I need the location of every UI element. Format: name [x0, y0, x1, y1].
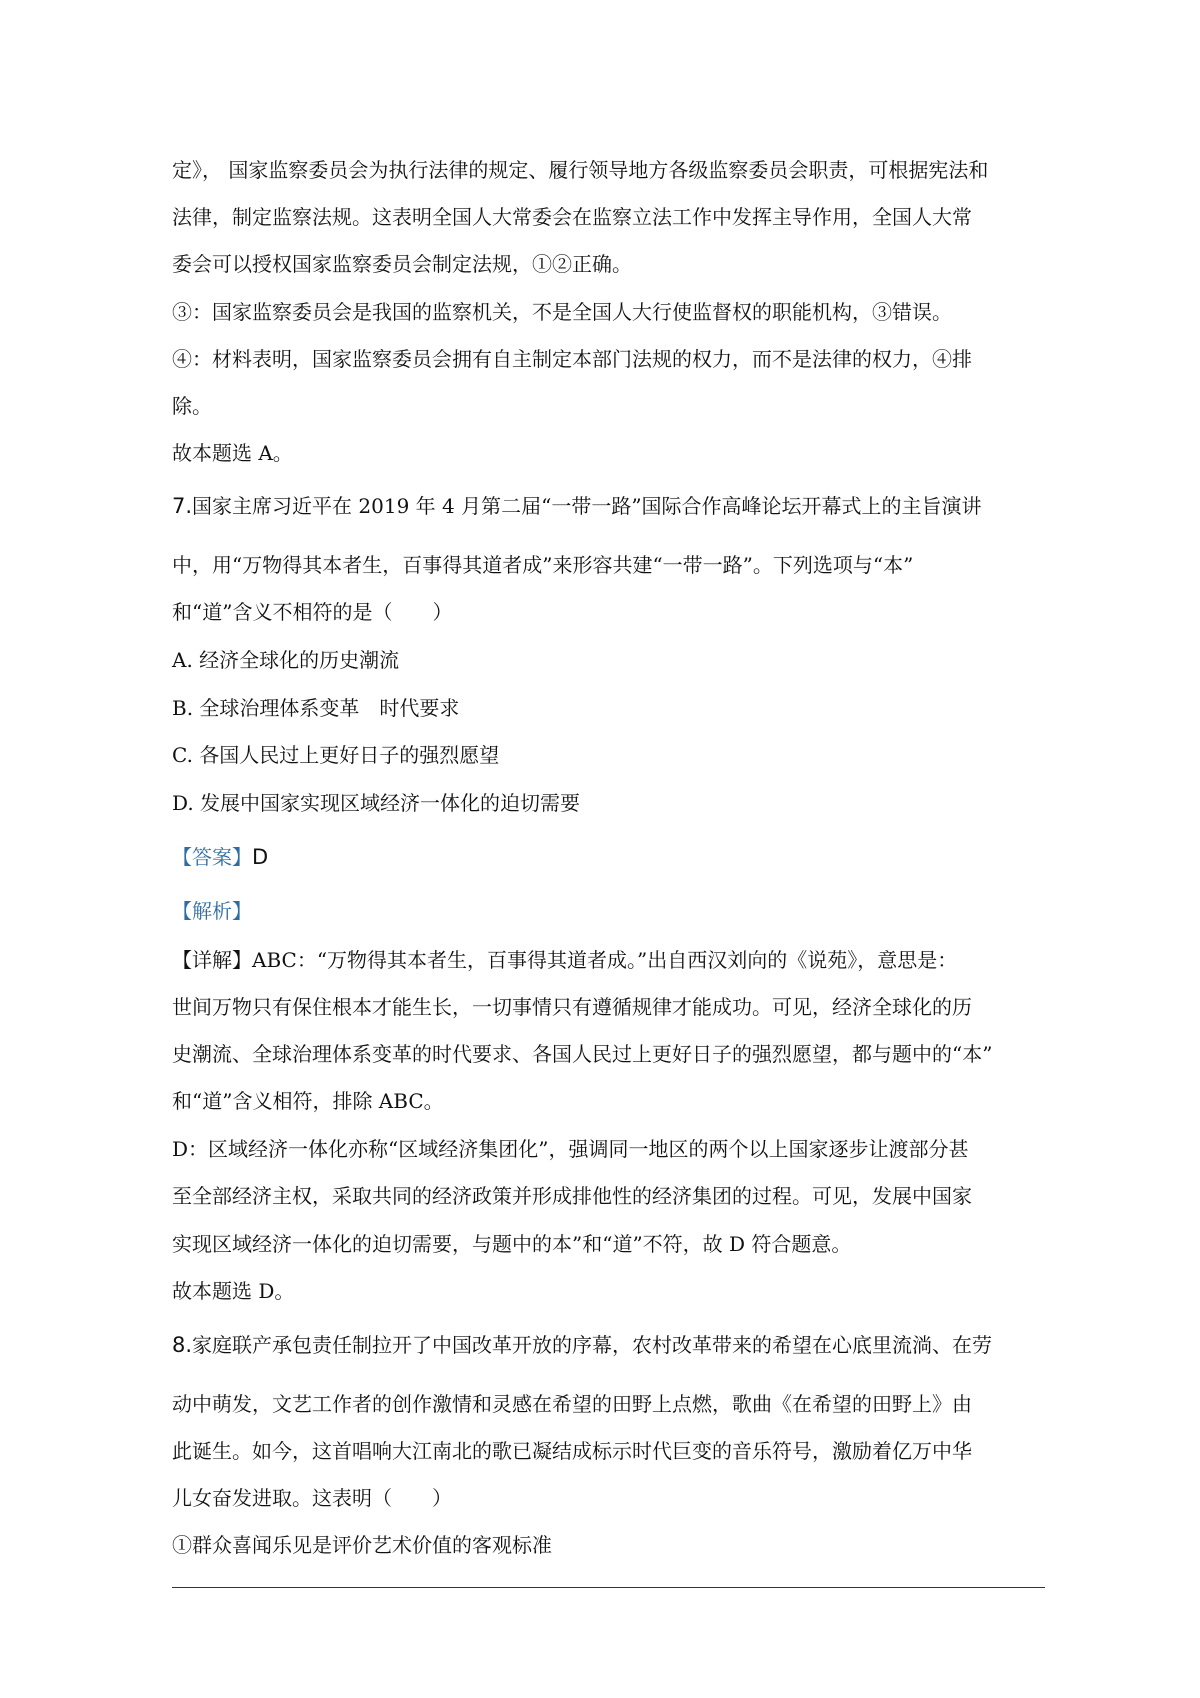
prev-explanation-line: 法律，制定监察法规。这表明全国人大常委会在监察立法工作中发挥主导作用，全国人大常: [172, 205, 972, 229]
prev-explanation-line: 定》， 国家监察委员会为执行法律的规定、履行领导地方各级监察委员会职责，可根据宪法和: [172, 158, 989, 182]
prev-explanation-line: ④：材料表明，国家监察委员会拥有自主制定本部门法规的权力，而不是法律的权力，④排: [172, 347, 972, 371]
question-8-option-1: ①群众喜闻乐见是评价艺术价值的客观标准: [172, 1533, 552, 1557]
prev-conclusion: 故本题选 A。: [172, 441, 293, 465]
question-8-stem-line: [172, 1335, 992, 1356]
analysis-tag: 【解析】: [172, 899, 252, 923]
question-7-text: 国家主席习近平在 2019 年 4 月第二届“一带一路”国际合作高峰论坛开幕式上的主旨演讲: [192, 494, 982, 518]
answer-tag: 【答案】: [172, 845, 252, 869]
prev-explanation-line: 除。: [172, 394, 212, 418]
question-8-stem-line: 此诞生。如今，这首唱响大江南北的歌已凝结成标示时代巨变的音乐符号，激励着亿万中华: [172, 1439, 972, 1463]
detail-line: 至全部经济主权，采取共同的经济政策并形成排他性的经济集团的过程。可见，发展中国家: [172, 1184, 972, 1208]
detail-line: 实现区域经济一体化的迫切需要，与题中的本”和“道”不符，故 D 符合题意。: [172, 1232, 852, 1256]
question-8-number: 8.: [172, 1333, 193, 1357]
detail-line: 史潮流、全球治理体系变革的时代要求、各国人民过上更好日子的强烈愿望，都与题中的“本”: [172, 1042, 993, 1066]
question-7-stem-line: 和“道”含义不相符的是（ ）: [172, 600, 453, 624]
question-7-option-d: D. 发展中国家实现区域经济一体化的迫切需要: [172, 791, 581, 815]
detail-line: 和“道”含义相符，排除 ABC。: [172, 1089, 444, 1113]
question-8-text: 家庭联产承包责任制拉开了中国改革开放的序幕，农村改革带来的希望在心底里流淌、在劳: [192, 1333, 993, 1357]
question-7-stem-line: 中，用“万物得其本者生，百事得其道者成”来形容共建“一带一路”。下列选项与“本”: [172, 553, 914, 577]
question-7-number: 7.: [172, 494, 193, 518]
detail-line: D：区域经济一体化亦称“区域经济集团化”，强调同一地区的两个以上国家逐步让渡部分甚: [172, 1137, 969, 1161]
detail-line: 【详解】ABC：“万物得其本者生，百事得其道者成。”出自西汉刘向的《说苑》，意思是：: [172, 948, 958, 972]
detail-line: 世间万物只有保住根本才能生长，一切事情只有遵循规律才能成功。可见，经济全球化的历: [172, 995, 972, 1019]
question-7-stem-line: [172, 496, 982, 517]
question-8-stem-line: 儿女奋发进取。这表明（ ）: [172, 1486, 452, 1510]
detail-conclusion: 故本题选 D。: [172, 1279, 295, 1303]
prev-explanation-line: ③：国家监察委员会是我国的监察机关，不是全国人大行使监督权的职能机构，③错误。: [172, 300, 952, 324]
prev-explanation-line: 委会可以授权国家监察委员会制定法规，①②正确。: [172, 252, 632, 276]
answer-line: [172, 847, 268, 868]
footer-divider: [172, 1587, 1045, 1588]
question-8-stem-line: 动中萌发，文艺工作者的创作激情和灵感在希望的田野上点燃，歌曲《在希望的田野上》由: [172, 1392, 972, 1416]
question-7-option-a: A. 经济全球化的历史潮流: [172, 648, 400, 672]
question-7-option-c: C. 各国人民过上更好日子的强烈愿望: [172, 743, 500, 767]
answer-value: D: [252, 845, 269, 869]
question-7-option-b: B. 全球治理体系变革 时代要求: [172, 696, 460, 720]
